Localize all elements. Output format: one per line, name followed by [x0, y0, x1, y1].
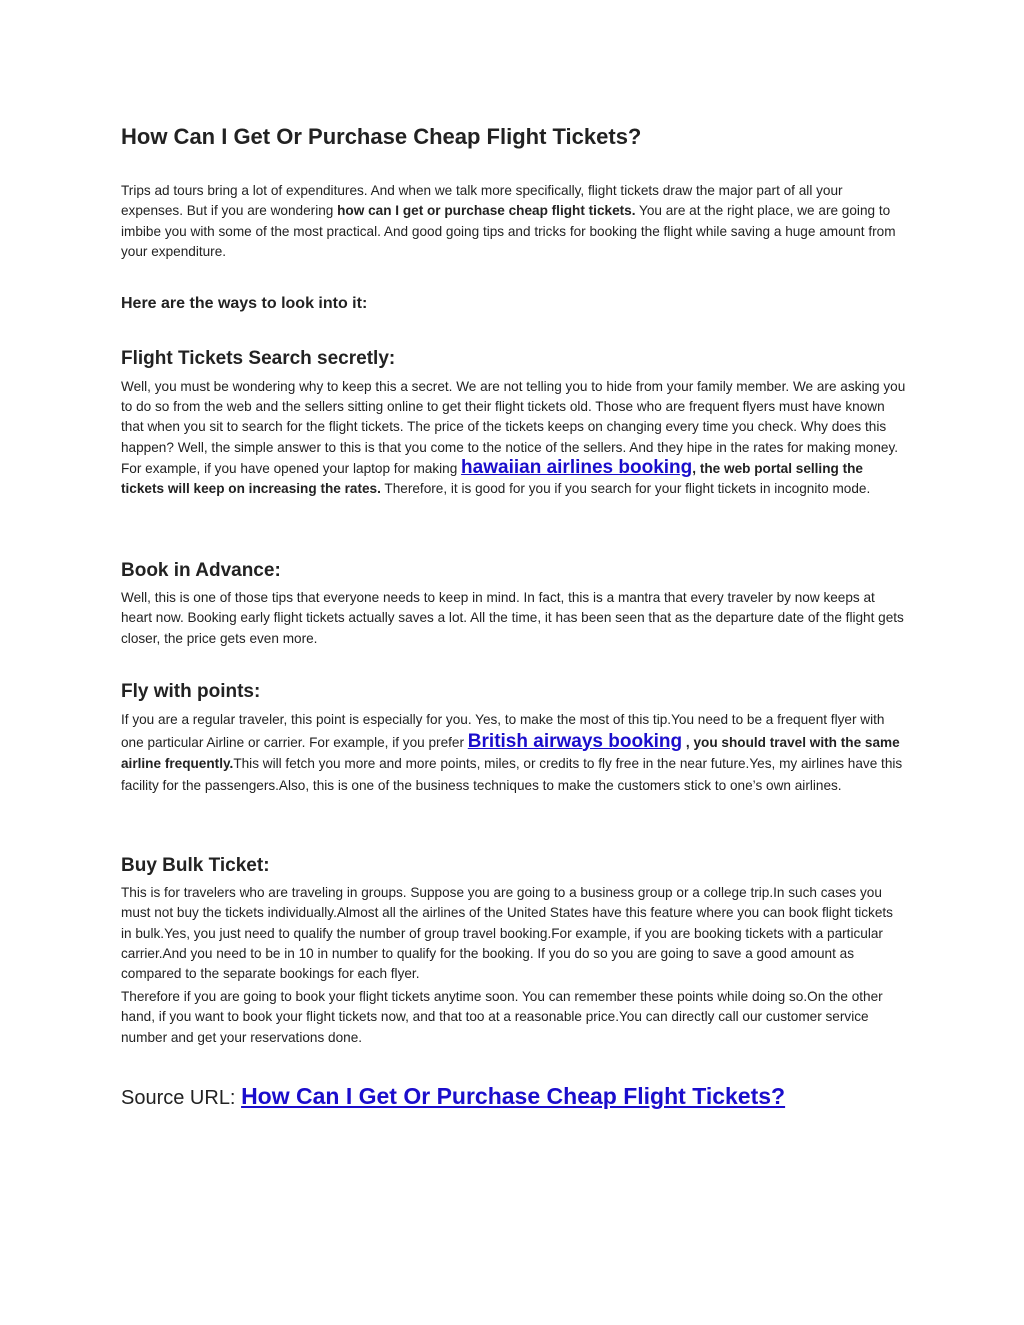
bulk-section-heading: Buy Bulk Ticket:: [121, 855, 270, 876]
british-airways-link[interactable]: British airways booking: [467, 730, 683, 752]
bulk-section-paragraph-1: This is for travelers who are traveling in groups. Suppose you are going to a business group or a college trip.In such cases you must not buy the tickets individually.Almost all the airlines of the United States have this feature where you can book flight tickets in bulk.Yes, you just need to qualify the number of group travel booking.For example, if you are booking tickets with a particular carrier.And you need to be in 10 in number to qualify for the booking. If you do so you are going to save a good amount as compared to the separate bookings for each flyer.: [121, 885, 893, 982]
search-text-1: Well, you must be wondering why to keep this a secret. We are not telling you to hide from your family member. We are asking you to do so from the web and the sellers sitting online to get their flight tickets old. Those who are frequent flyers must have known that when you sit to search for the flight tickets. The price of the tickets keeps on changing every time you check. Why does this happen? Well, the simple answer to this is that you come to the notice of the sellers. And they hipe in the rates for making money. For example, if you have opened your laptop for making: [121, 379, 906, 476]
source-url-link[interactable]: How Can I Get Or Purchase Cheap Flight Tickets?: [241, 1083, 786, 1109]
points-text-1: If you are a regular traveler, this point is especially for you. Yes, to make the most of this tip.You need to be a frequent flyer with one particular Airline or carrier. For example, if you prefer: [121, 712, 885, 750]
intro-paragraph: [121, 181, 906, 262]
points-section-heading: Fly with points:: [121, 681, 261, 702]
advance-section-paragraph: Well, this is one of those tips that everyone needs to keep in mind. In fact, this is a mantra that every traveler by now keeps at heart now. Booking early flight tickets actually saves a lot. All the time, it has been seen that as the departure date of the flight gets closer, the price gets even more.: [121, 590, 904, 646]
search-section-heading: Flight Tickets Search secretly:: [121, 348, 396, 369]
source-label: Source URL:: [121, 1087, 242, 1109]
search-section-paragraph: [121, 377, 906, 499]
page-title: How Can I Get Or Purchase Cheap Flight Tickets?: [121, 124, 642, 149]
points-bold-text: , you should travel with the same airline frequently.: [121, 734, 900, 771]
points-text-2: This will fetch you more and more points, miles, or credits to fly free in the near future.Yes, my airlines have this facility for the passengers.Also, this is one of the business techniques to make the customers stick to one’s own airlines.: [121, 756, 903, 793]
intro-text-2: You are at the right place, we are going to imbibe you with some of the most practical. And good going tips and tricks for booking the flight while saving a huge amount from your expenditure.: [121, 203, 896, 259]
intro-bold-text: how can I get or purchase cheap flight tickets.: [337, 203, 636, 219]
search-text-2: Therefore, it is good for you if you search for your flight tickets in incognito mode.: [380, 481, 871, 497]
intro-text-1: Trips ad tours bring a lot of expenditures. And when we talk more specifically, flight tickets draw the major part of all your expenses. But if you are wondering: [121, 183, 843, 219]
source-line: [121, 1083, 785, 1110]
advance-section-heading: Book in Advance:: [121, 560, 281, 581]
hawaiian-airlines-link[interactable]: hawaiian airlines booking: [461, 456, 693, 478]
bulk-section-paragraph-2: Therefore if you are going to book your flight tickets anytime soon. You can remember these points while doing so.On the other hand, if you want to book your flight tickets now, and that too at a reasonable price.You can directly call our customer service number and get your reservations done.: [121, 989, 883, 1045]
ways-heading: Here are the ways to look into it:: [121, 295, 368, 312]
points-section-paragraph: [121, 709, 906, 796]
search-bold-text: , the web portal selling the tickets will keep on increasing the rates.: [121, 460, 863, 497]
